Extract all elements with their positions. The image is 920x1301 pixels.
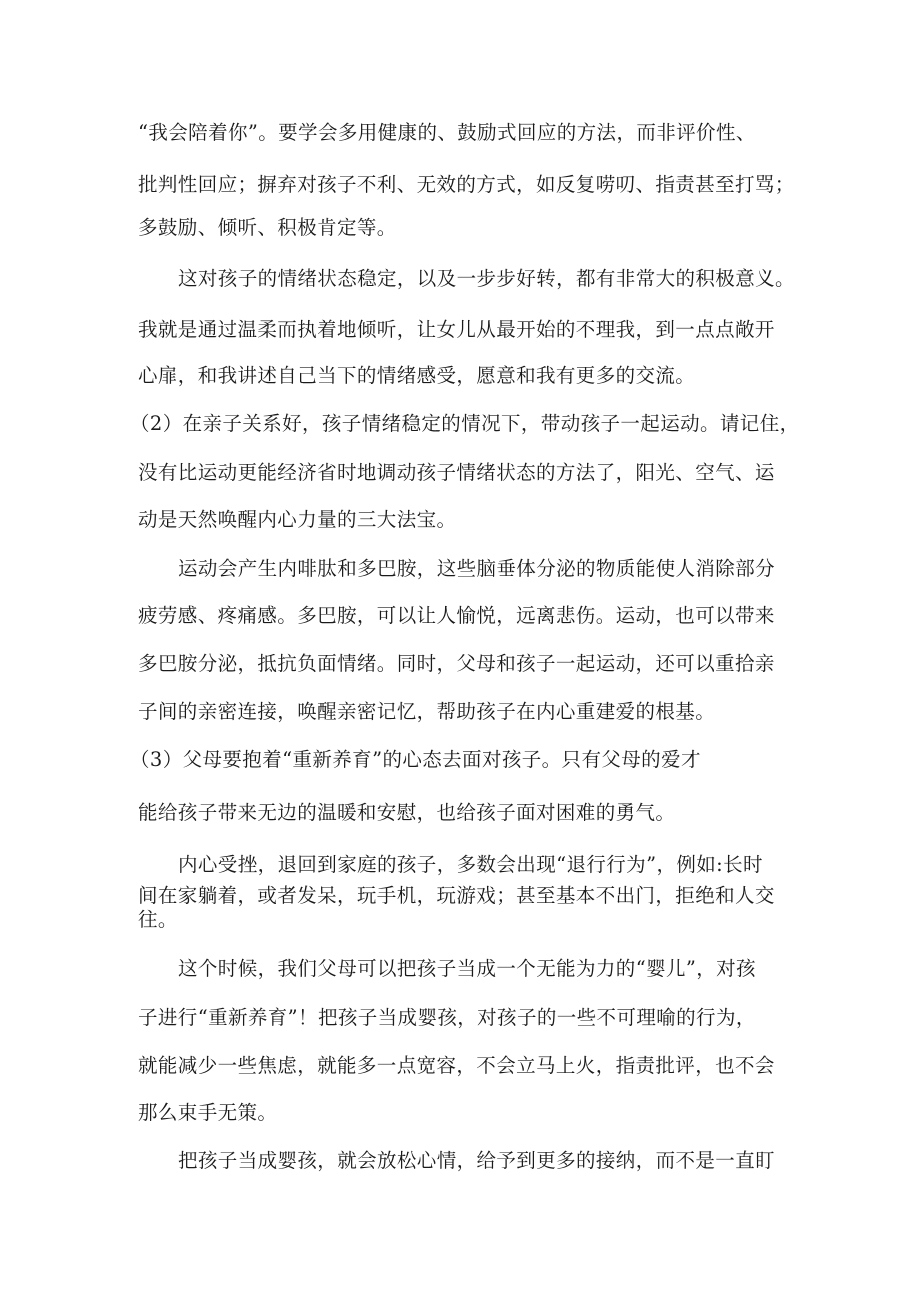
text-line: 疲劳感、疼痛感。多巴胺，可以让人愉悦，远离悲伤。运动，也可以带来 [138, 604, 775, 627]
paragraph-first-line: 这个时候，我们父母可以把孩子当成一个无能为力的“婴儿”，对孩 [178, 957, 756, 980]
text-line: 那么束手无策。 [138, 1101, 278, 1124]
text-line: 间在家躺着，或者发呆，玩手机，玩游戏；甚至基本不出门，拒绝和人交 [138, 884, 775, 907]
text-line: 我就是通过温柔而执着地倾听，让女儿从最开始的不理我，到一点点敞开 [138, 318, 775, 341]
text-line: 多巴胺分泌，抵抗负面情绪。同时，父母和孩子一起运动，还可以重拾亲 [138, 652, 775, 675]
numbered-paragraph-3: （3）父母要抱着“重新养育”的心态去面对孩子。只有父母的爱才 [130, 748, 701, 771]
text-line: 子间的亲密连接，唤醒亲密记忆，帮助孩子在内心重建爱的根基。 [138, 700, 716, 723]
text-line: 就能减少一些焦虑，就能多一点宽容，不会立马上火，指责批评，也不会 [138, 1054, 775, 1077]
text-line: “我会陪着你”。要学会多用健康的、鼓励式回应的方法，而非评价性、 [138, 121, 756, 144]
paragraph-first-line: 内心受挫，退回到家庭的孩子，多数会出现“退行行为”，例如:长时 [178, 853, 763, 876]
text-line: 批判性回应；摒弃对孩子不利、无效的方式，如反复唠叨、指责甚至打骂； [138, 173, 795, 196]
text-line: 动是天然唤醒内心力量的三大法宝。 [138, 508, 457, 531]
text-line: 子进行“重新养育”！把孩子当成婴孩，对孩子的一些不可理喻的行为， [138, 1006, 756, 1029]
text-line: 多鼓励、倾听、积极肯定等。 [138, 216, 397, 239]
paragraph-first-line: 这对孩子的情绪状态稳定，以及一步步好转，都有非常大的积极意义。 [178, 267, 795, 290]
paragraph-first-line: 把孩子当成婴孩，就会放松心情，给予到更多的接纳，而不是一直盯 [178, 1149, 776, 1172]
text-line: 没有比运动更能经济省时地调动孩子情绪状态的方法了，阳光、空气、运 [138, 461, 775, 484]
text-line: 心扉，和我讲述自己当下的情绪感受，愿意和我有更多的交流。 [138, 364, 696, 387]
text-line: 能给孩子带来无边的温暖和安慰，也给孩子面对困难的勇气。 [138, 801, 676, 824]
numbered-paragraph-2: （2）在亲子关系好，孩子情绪稳定的情况下，带动孩子一起运动。请记住， [130, 412, 800, 435]
paragraph-first-line: 运动会产生内啡肽和多巴胺，这些脑垂体分泌的物质能使人消除部分 [178, 557, 776, 580]
text-line: 往。 [138, 908, 178, 931]
